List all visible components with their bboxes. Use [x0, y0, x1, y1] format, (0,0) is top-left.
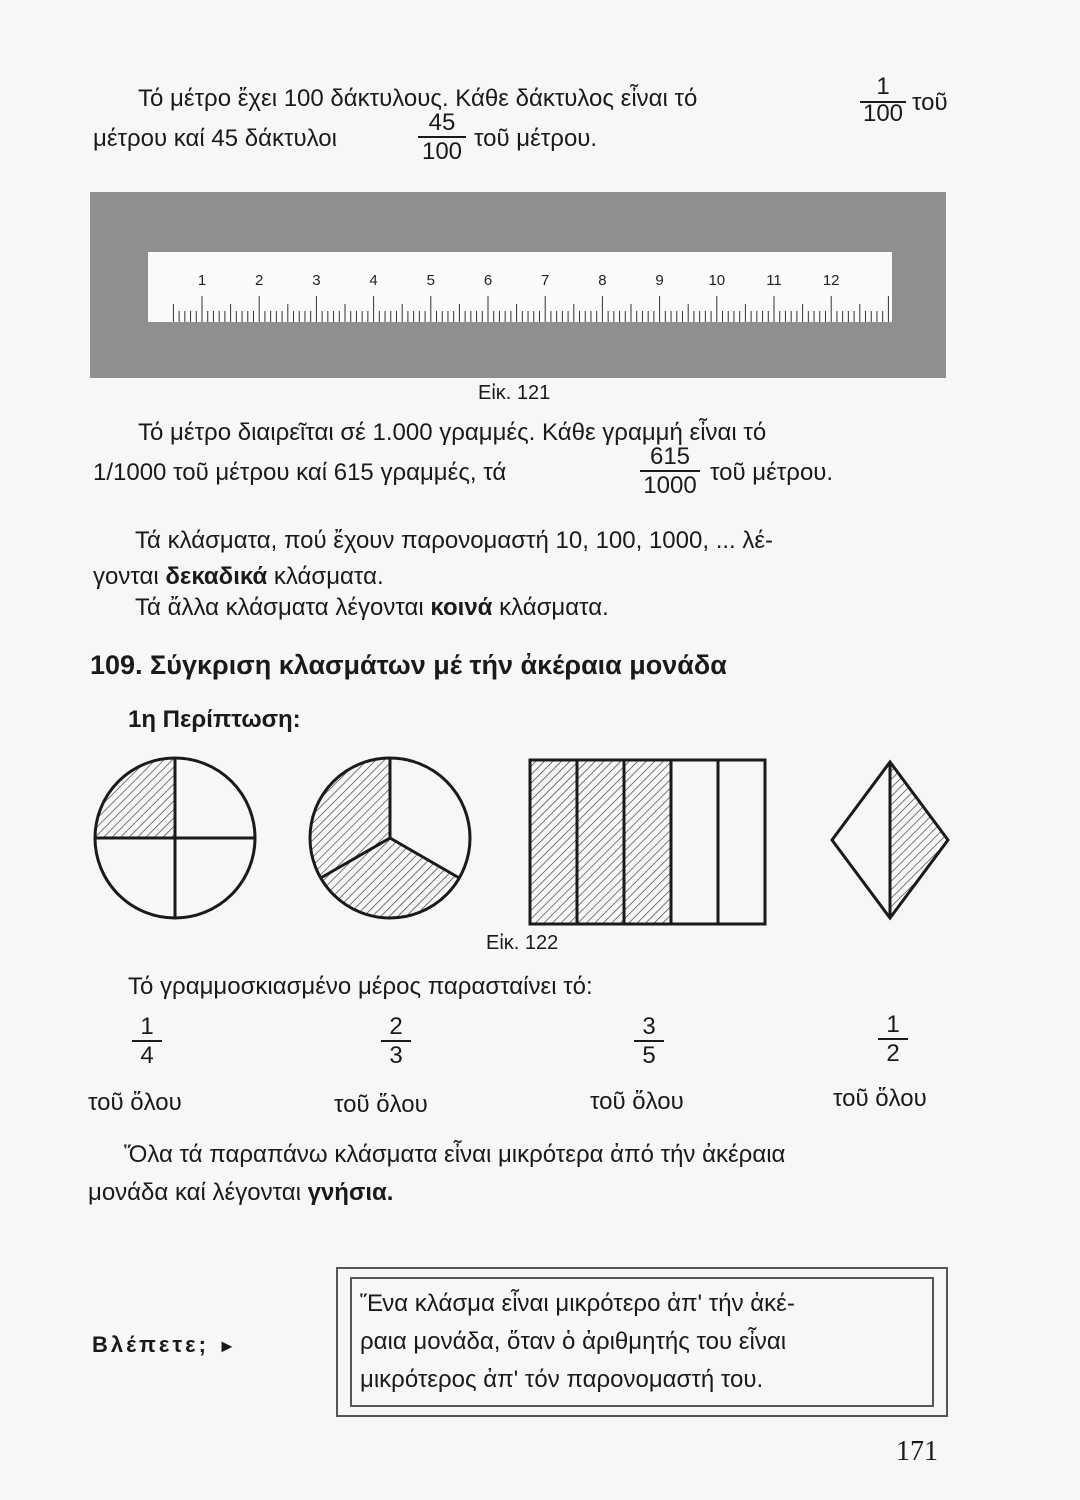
note-label: Βλέπετε; ►: [92, 1332, 236, 1357]
term-common: κοινά: [430, 594, 493, 621]
fraction-label: τοῦ ὅλου: [833, 1085, 927, 1112]
para1-line2: μέτρου καί 45 δάκτυλοι: [93, 125, 337, 152]
shaded-half: [890, 762, 948, 918]
fraction-label: τοῦ ὅλου: [590, 1088, 684, 1115]
term-proper: γνήσια.: [307, 1179, 394, 1206]
shaded-three-fifths: [530, 760, 671, 924]
note-line3: μικρότερος ἀπ' τόν παρονομαστή του.: [360, 1366, 764, 1393]
section-heading: 109. Σύγκριση κλασμάτων μέ τήν ἀκέραια μονάδα: [90, 650, 727, 680]
para2-line2-suffix: τοῦ μέτρου.: [710, 459, 834, 486]
figure-lead-text: Τό γραμμοσκιασμένο μέρος παρασταίνει τό:: [128, 973, 593, 1000]
fraction-label: τοῦ ὅλου: [334, 1091, 428, 1118]
fraction-2-3: $\frac{2}{3}$: [381, 1014, 411, 1070]
fraction-3-5: $\frac{3}{5}$: [634, 1014, 664, 1070]
fraction-1-2: $\frac{1}{2}$: [878, 1012, 908, 1068]
figure-caption-121: Εἰκ. 121: [478, 382, 551, 404]
fraction-1-4: $\frac{1}{4}$: [132, 1014, 162, 1070]
fraction-label: τοῦ ὅλου: [88, 1089, 182, 1116]
arrow-right-icon: ►: [218, 1336, 236, 1356]
ruler-number: 3: [312, 272, 321, 289]
para1-line1: Τό μέτρο ἔχει 100 δάκτυλους. Κάθε δάκτυλος εἶναι τό: [138, 85, 698, 112]
note-line2: ραια μονάδα, ὅταν ὁ ἀριθμητής του εἶναι: [360, 1328, 787, 1355]
para2-line2: 1/1000 τοῦ μέτρου καί 615 γραμμές, τά: [93, 459, 507, 486]
rhombus-halves: [832, 762, 948, 918]
ruler-figure: [90, 192, 946, 378]
ruler-number: 5: [426, 272, 435, 289]
para1-line2-suffix: τοῦ μέτρου.: [474, 125, 598, 152]
rectangle-fifths: [530, 760, 765, 924]
fraction-45-100: $\frac{45}{100}$: [418, 110, 466, 166]
para1-line1-suffix: τοῦ: [912, 89, 948, 116]
note-inner-box: [350, 1277, 934, 1407]
ruler-number: 12: [822, 272, 840, 289]
ruler-number: 10: [708, 272, 726, 289]
para2-line1: Τό μέτρο διαιρεῖται σέ 1.000 γραμμές. Κάθε γραμμή εἶναι τό: [138, 419, 767, 446]
circle-quarters: [95, 758, 255, 918]
para5-line2: μονάδα καί λέγονται γνήσια.: [88, 1179, 394, 1206]
term-decimal: δεκαδικά: [165, 563, 268, 590]
ruler-number: 2: [255, 272, 264, 289]
note-box: [336, 1267, 948, 1417]
para3-line1: Τά κλάσματα, πού ἔχουν παρονομαστή 10, 100, 1000, ... λέ-: [135, 527, 774, 554]
ruler-number: 11: [766, 272, 782, 289]
circle-thirds: [310, 758, 470, 918]
note-line1: Ἕνα κλάσμα εἶναι μικρότερο ἀπ' τήν ἀκέ-: [360, 1290, 795, 1317]
ruler-number: 9: [655, 272, 664, 289]
fraction-bar: [860, 101, 906, 103]
para3-line2: γονται δεκαδικά κλάσματα.: [93, 563, 384, 590]
ruler-number: 8: [598, 272, 607, 289]
para5-line1: Ὅλα τά παραπάνω κλάσματα εἶναι μικρότερα ἀπό τήν ἀκέραια: [124, 1141, 786, 1168]
figure-122-shapes: [80, 750, 980, 930]
figure-caption-122: Εἰκ. 122: [486, 932, 559, 954]
ruler-number: 7: [541, 272, 550, 289]
page-number: 171: [896, 1436, 938, 1467]
ruler-number: 1: [197, 272, 207, 289]
fraction-615-1000: $\frac{615}{1000}$: [640, 444, 700, 500]
ruler-number: 6: [483, 272, 493, 289]
case-subtitle: 1η Περίπτωση:: [128, 706, 301, 733]
fraction-1-100: 1 100: [862, 73, 904, 127]
ruler-number: 4: [369, 272, 378, 289]
para4: Τά ἄλλα κλάσματα λέγονται κοινά κλάσματα.: [135, 594, 609, 621]
